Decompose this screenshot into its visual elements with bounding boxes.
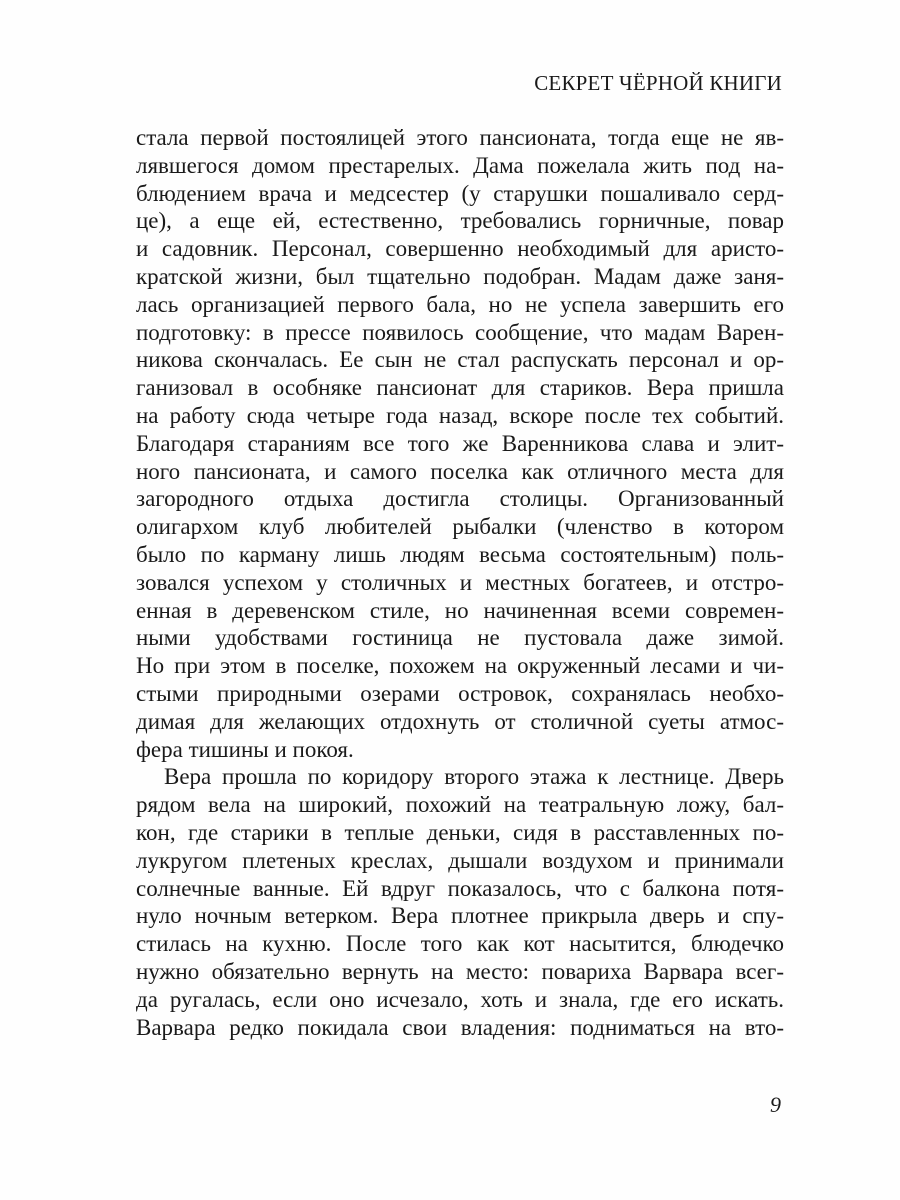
text-line: блюдением врача и медсестер (у старушки пошаливало серд- <box>136 180 784 206</box>
text-line: стыми природными озерами островок, сохранялась необхо- <box>136 680 784 706</box>
text-line: лась организацией первого бала, но не успела завершить его <box>136 291 784 317</box>
text-line: олигархом клуб любителей рыбалки (членство в котором <box>136 514 784 540</box>
text-line: солнечные ванные. Ей вдруг показалось, что с балкона потя- <box>136 875 784 901</box>
text-line: Благодаря стараниям все того же Варенникова слава и элит- <box>136 430 784 456</box>
text-line: никова скончалась. Ее сын не стал распускать персонал и ор- <box>136 347 784 373</box>
text-line: кон, где старики в теплые деньки, сидя в расставленных по- <box>136 819 784 845</box>
text-line: да ругалась, если оно исчезало, хоть и знала, где его искать. <box>136 986 784 1012</box>
text-line: было по карману лишь людям весьма состоятельным) поль- <box>136 541 784 567</box>
text-line: ганизовал в особняке пансионат для стариков. Вера пришла <box>136 375 784 401</box>
text-line: рядом вела на широкий, похожий на театральную ложу, бал- <box>136 792 784 818</box>
body-text <box>136 124 784 1041</box>
text-line: на работу сюда четыре года назад, вскоре после тех событий. <box>136 402 784 428</box>
text-line: и садовник. Персонал, совершенно необходимый для аристо- <box>136 236 784 262</box>
text-line: лукругом плетеных креслах, дышали воздухом и принимали <box>136 847 784 873</box>
text-line: нужно обязательно вернуть на место: повариха Варвара всег- <box>136 958 784 984</box>
text-line: подготовку: в прессе появилось сообщение, что мадам Варен- <box>136 319 784 345</box>
text-line: стилась на кухню. После того как кот насытится, блюдечко <box>136 931 784 957</box>
page-number: 9 <box>770 1092 781 1117</box>
running-head: СЕКРЕТ ЧЁРНОЙ КНИГИ <box>534 71 782 95</box>
text-line: Вера прошла по коридору второго этажа к лестнице. Дверь <box>164 764 784 790</box>
text-line: Но при этом в поселке, похожем на окруженный лесами и чи- <box>136 653 784 679</box>
text-line: кратской жизни, был тщательно подобран. Мадам даже заня- <box>136 263 784 289</box>
text-line: лявшегося домом престарелых. Дама пожелала жить под на- <box>136 152 784 178</box>
text-line: енная в деревенском стиле, но начиненная всеми современ- <box>136 597 784 623</box>
text-line: димая для желающих отдохнуть от столичной суеты атмос- <box>136 708 784 734</box>
text-line: фера тишины и покоя. <box>136 736 354 762</box>
text-line: стала первой постоялицей этого пансионата, тогда еще не яв- <box>136 125 784 150</box>
text-line: загородного отдыха достигла столицы. Организованный <box>136 486 784 512</box>
text-line: Варвара редко покидала свои владения: подниматься на вто- <box>136 1014 784 1040</box>
text-line: це), а еще ей, естественно, требовались горничные, повар <box>136 208 784 234</box>
text-line: ного пансионата, и самого поселка как отличного места для <box>136 458 784 484</box>
text-line: ными удобствами гостиница не пустовала даже зимой. <box>136 625 784 651</box>
text-line: зовался успехом у столичных и местных богатеев, и отстро- <box>136 569 784 595</box>
text-line: нуло ночным ветерком. Вера плотнее прикрыла дверь и спу- <box>136 903 784 929</box>
